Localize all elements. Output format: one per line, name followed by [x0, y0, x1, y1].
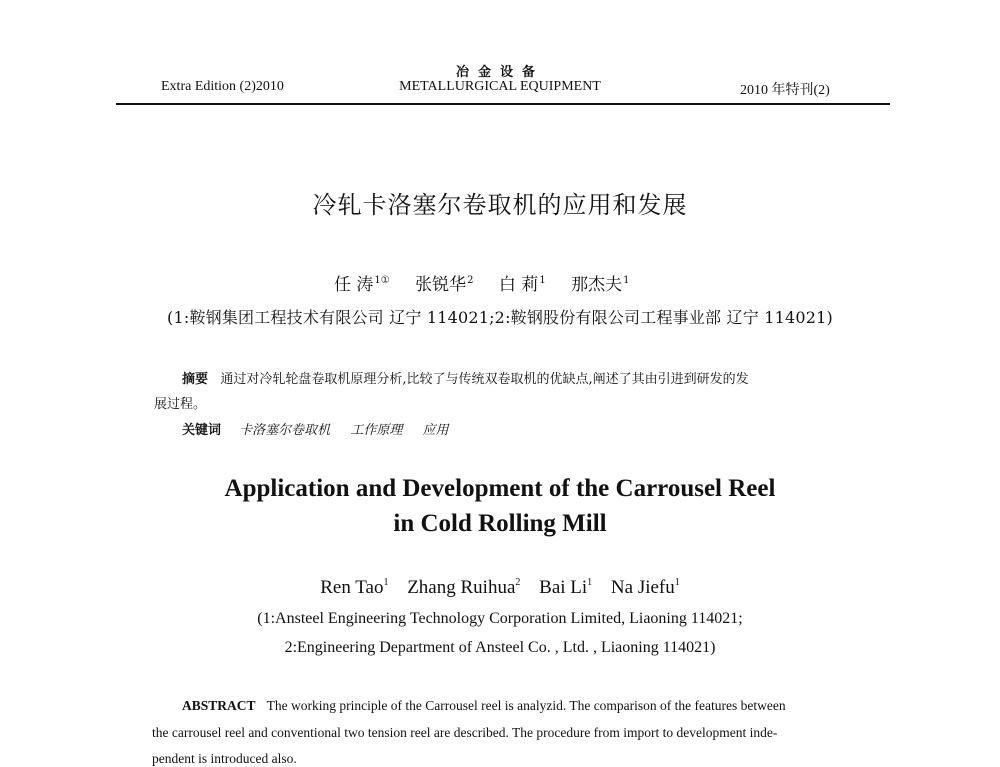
abstract-label-cn: 摘要	[182, 372, 209, 387]
affiliation-en: (1:Ansteel Engineering Technology Corporation Limited, Liaoning 114021;	[257, 610, 743, 627]
author-en: Bai Li$^1$	[539, 577, 593, 598]
author-cn: 白 莉$^1$	[498, 275, 546, 295]
author-en: Na Jiefu$^1$	[610, 577, 680, 598]
header-journal-en: METALLURGICAL EQUIPMENT	[399, 79, 601, 94]
abstract-en	[182, 698, 786, 714]
keywords-label-cn: 关键词	[182, 423, 222, 438]
abstract-text-en: The working principle of the Carrousel reel is analyzid. The comparison of the features between	[266, 698, 786, 713]
abstract-cn	[182, 368, 749, 387]
keywords-cn	[182, 419, 464, 438]
author-cn: 那杰夫$^1$	[571, 275, 630, 295]
author-en: Ren Tao$^1$	[320, 577, 389, 598]
abstract-text-en-cont: the carrousel reel and conventional two tension reel are described. The procedure from import to development inde-	[152, 725, 778, 740]
paper-title-en: Application and Development of the Carrousel Reel	[224, 475, 776, 502]
keyword: 应用	[422, 423, 449, 438]
affiliation-en-cont: 2:Engineering Department of Ansteel Co. , Ltd. , Liaoning 114021)	[284, 639, 716, 656]
header-journal-cn: 冶金设备	[455, 65, 544, 80]
header-edition-en: Extra Edition (2)2010	[161, 79, 284, 94]
author-en: Zhang Ruihua$^2$	[407, 577, 521, 598]
author-cn: 任 涛$^{1①}$	[334, 275, 390, 295]
keyword: 卡洛塞尔卷取机	[239, 423, 331, 438]
keyword: 工作原理	[350, 423, 403, 438]
author-cn: 张锐华$^2$	[415, 275, 474, 295]
abstract-text-cn: 通过对冷轧轮盘卷取机原理分析,比较了与传统双卷取机的优缺点,阐述了其由引进到研发的发	[220, 372, 749, 387]
header-rule	[116, 103, 890, 105]
abstract-text-cn-cont: 展过程。	[154, 397, 207, 412]
abstract-label-en: ABSTRACT	[182, 698, 256, 713]
affiliations-cn: (1:鞍钢集团工程技术有限公司 辽宁 114021;2:鞍钢股份有限公司工程事业部 辽宁 114021)	[167, 308, 833, 327]
author-list-cn	[334, 270, 649, 295]
paper-title-cn: 冷轧卡洛塞尔卷取机的应用和发展	[312, 191, 688, 219]
author-list-en	[0, 577, 1000, 599]
header-edition-cn: 2010 年特刊(2)	[740, 83, 830, 98]
paper-title-en-cont: in Cold Rolling Mill	[393, 510, 607, 537]
abstract-text-en-cont: pendent is introduced also.	[152, 751, 297, 766]
